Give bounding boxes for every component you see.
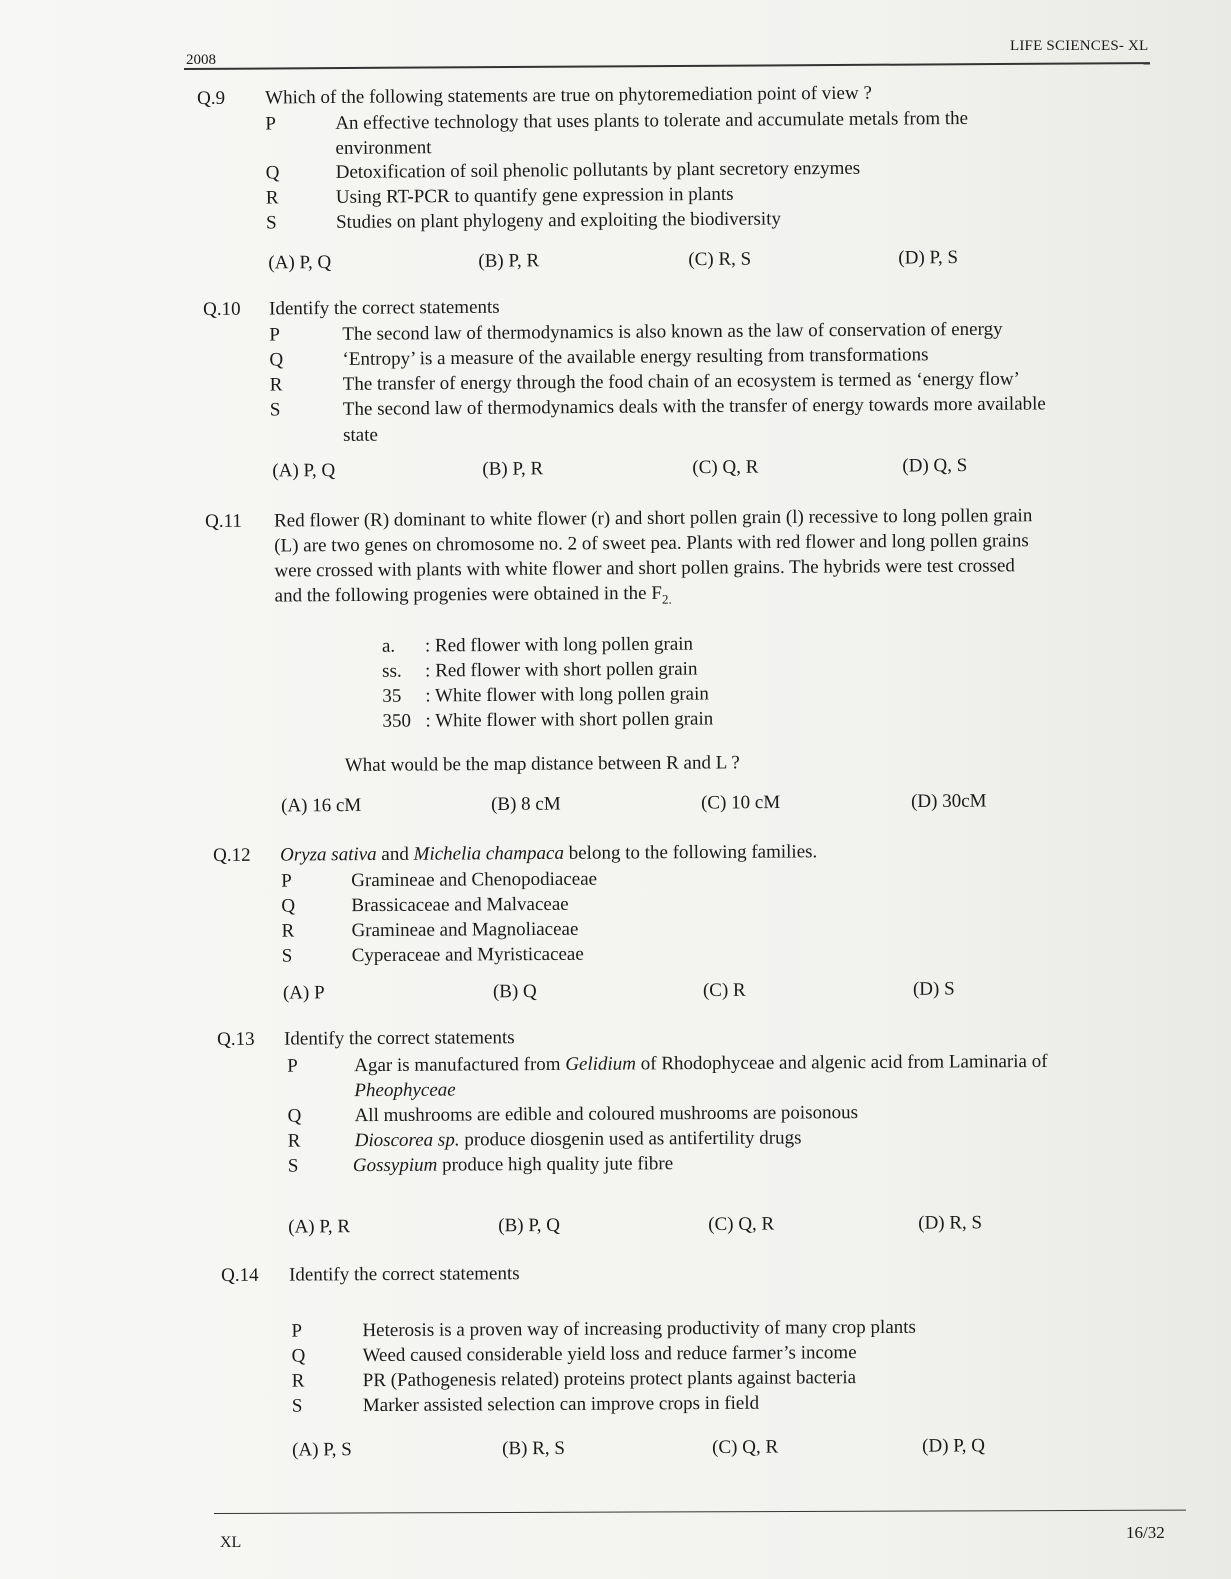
progeny-row: ss. : Red flower with short pollen grain xyxy=(382,658,698,682)
footer-paper-code: XL xyxy=(220,1534,242,1551)
option-b[interactable]: (B) P, R xyxy=(478,250,540,272)
progeny-row: 35 : White flower with long pollen grain xyxy=(382,683,709,707)
question-number: Q.13 xyxy=(217,1028,255,1050)
option-d[interactable]: (D) Q, S xyxy=(902,455,968,477)
footer-divider xyxy=(214,1510,1186,1514)
progeny-list xyxy=(381,631,832,732)
option-a[interactable]: (A) P, Q xyxy=(272,459,336,482)
header-year: 2008 xyxy=(186,52,216,68)
question-9: Q.9 Which of the following statements are true on phytoremediation point of view ? P An effective technology that uses plants to tolerate and accumulate metals from the environment Q Detoxification of soil phenolic pollutants by plant secretory enzymes R Using RT-PCR to quantify gene expression in plants S Studies on plant phylogeny and exploiting the biodiversity (A) P, Q (B) P, R (C) R, S (D) P, S xyxy=(197,82,969,274)
option-a[interactable]: (A) P, R xyxy=(288,1216,351,1238)
question-14: Q.14 Identify the correct statements P Heterosis is a proven way of increasing productivity of many crop plants Q Weed caused considerable yield loss and reduce farmer’s income R PR (Pathogenesis related) proteins protect plants against bacteria S Marker assisted selection can improve crops in field (A) P, S (B) R, S (C) Q, R (D) P, Q xyxy=(221,1263,986,1461)
option-b[interactable]: (B) P, Q xyxy=(498,1214,561,1237)
option-c[interactable]: (C) 10 cM xyxy=(700,791,781,814)
question-stem: Identify the correct statements xyxy=(289,1263,520,1286)
option-d[interactable]: (D) S xyxy=(912,978,955,1000)
question-number: Q.14 xyxy=(221,1264,259,1286)
header-subject: LIFE SCIENCES- XL xyxy=(1010,38,1149,54)
option-d[interactable]: (D) R, S xyxy=(918,1212,983,1234)
question-number: Q.9 xyxy=(197,87,226,109)
option-a[interactable]: (A) P xyxy=(282,982,325,1004)
option-c[interactable]: (C) Q, R xyxy=(692,456,759,479)
option-b[interactable]: (B) 8 cM xyxy=(490,793,561,816)
option-b[interactable]: (B) P, R xyxy=(482,458,544,480)
question-stem: Identify the correct statements xyxy=(284,1027,515,1050)
option-c[interactable]: (C) R xyxy=(702,979,746,1002)
option-c[interactable]: (C) Q, R xyxy=(708,1213,775,1236)
option-a[interactable]: (A) P, S xyxy=(292,1439,352,1461)
option-d[interactable]: (D) 30cM xyxy=(910,790,987,813)
option-b[interactable]: (B) R, S xyxy=(502,1437,566,1460)
question-stem: Red flower (R) dominant to white flower (r) and short pollen grain (l) recessive to long pollen grain (L) are two genes on chromosome no. 2 of sweet pea. Plants with red flower and long pollen grains were crossed with plants with white flower and short pollen grains. The hybrids were test crossed and the following progenies were obtained in the $F_{2.}$ xyxy=(274,505,1033,607)
progeny-row: 350 : White flower with short pollen grain xyxy=(382,708,714,732)
question-number: Q.10 xyxy=(203,298,241,320)
progeny-row: a. : Red flower with long pollen grain xyxy=(381,633,694,657)
question-number: Q.12 xyxy=(213,844,251,866)
option-c[interactable]: (C) Q, R xyxy=(712,1436,779,1459)
question-stem: Identify the correct statements xyxy=(269,296,500,320)
question-10: Q.10 Identify the correct statements P The second law of thermodynamics is also known as the law of conservation of energy Q ‘Entropy’ is a measure of the available energy resulting from transformations R The transfer of energy through the food chain of an ecosystem is termed as ‘energy flow’ S The second law of thermodynamics deals with the transfer of energy towards more available state (A) P, Q (B) P, R (C) Q, R (D) Q, S xyxy=(203,296,1046,482)
question-number: Q.11 xyxy=(205,510,242,532)
page-number: 16/32 xyxy=(1126,1523,1165,1542)
option-d[interactable]: (D) P, S xyxy=(898,247,959,269)
question-stem: Which of the following statements are true on phytoremediation point of view ? xyxy=(265,82,872,109)
option-d[interactable]: (D) P, Q xyxy=(922,1435,986,1457)
question-12: Q.12 Oryza sativa and Michelia champaca belong to the following families. P Gramineae and Chenopodiaceae Q Brassicaceae and Malvaceae R Gramineae and Magnoliaceae S Cyperaceae and Myristicaceae (A) P (B) Q (C) R (D) S xyxy=(213,841,955,1004)
option-a[interactable]: (A) 16 cM xyxy=(281,794,362,817)
option-a[interactable]: (A) P, Q xyxy=(268,251,332,274)
question-11 xyxy=(205,502,1155,817)
question-13: Q.13 Identify the correct statements P Agar is manufactured from Gelidium of Rhodophyceae and algenic acid from Laminaria of Pheophyceae Q All mushrooms are edible and coloured mushrooms are poisonous R Dioscorea sp. produce diosgenin used as antifertility drugs S Gossypium produce high quality jute fibre (A) P, R (B) P, Q (C) Q, R (D) R, S xyxy=(217,1027,1048,1238)
header-divider xyxy=(184,62,1150,70)
option-b[interactable]: (B) Q xyxy=(492,981,537,1003)
sub-question: What would be the map distance between R and L ? xyxy=(344,752,740,777)
option-c[interactable]: (C) R, S xyxy=(688,248,752,271)
question-stem: Oryza sativa and Michelia champaca belong to the following families. xyxy=(280,841,818,866)
